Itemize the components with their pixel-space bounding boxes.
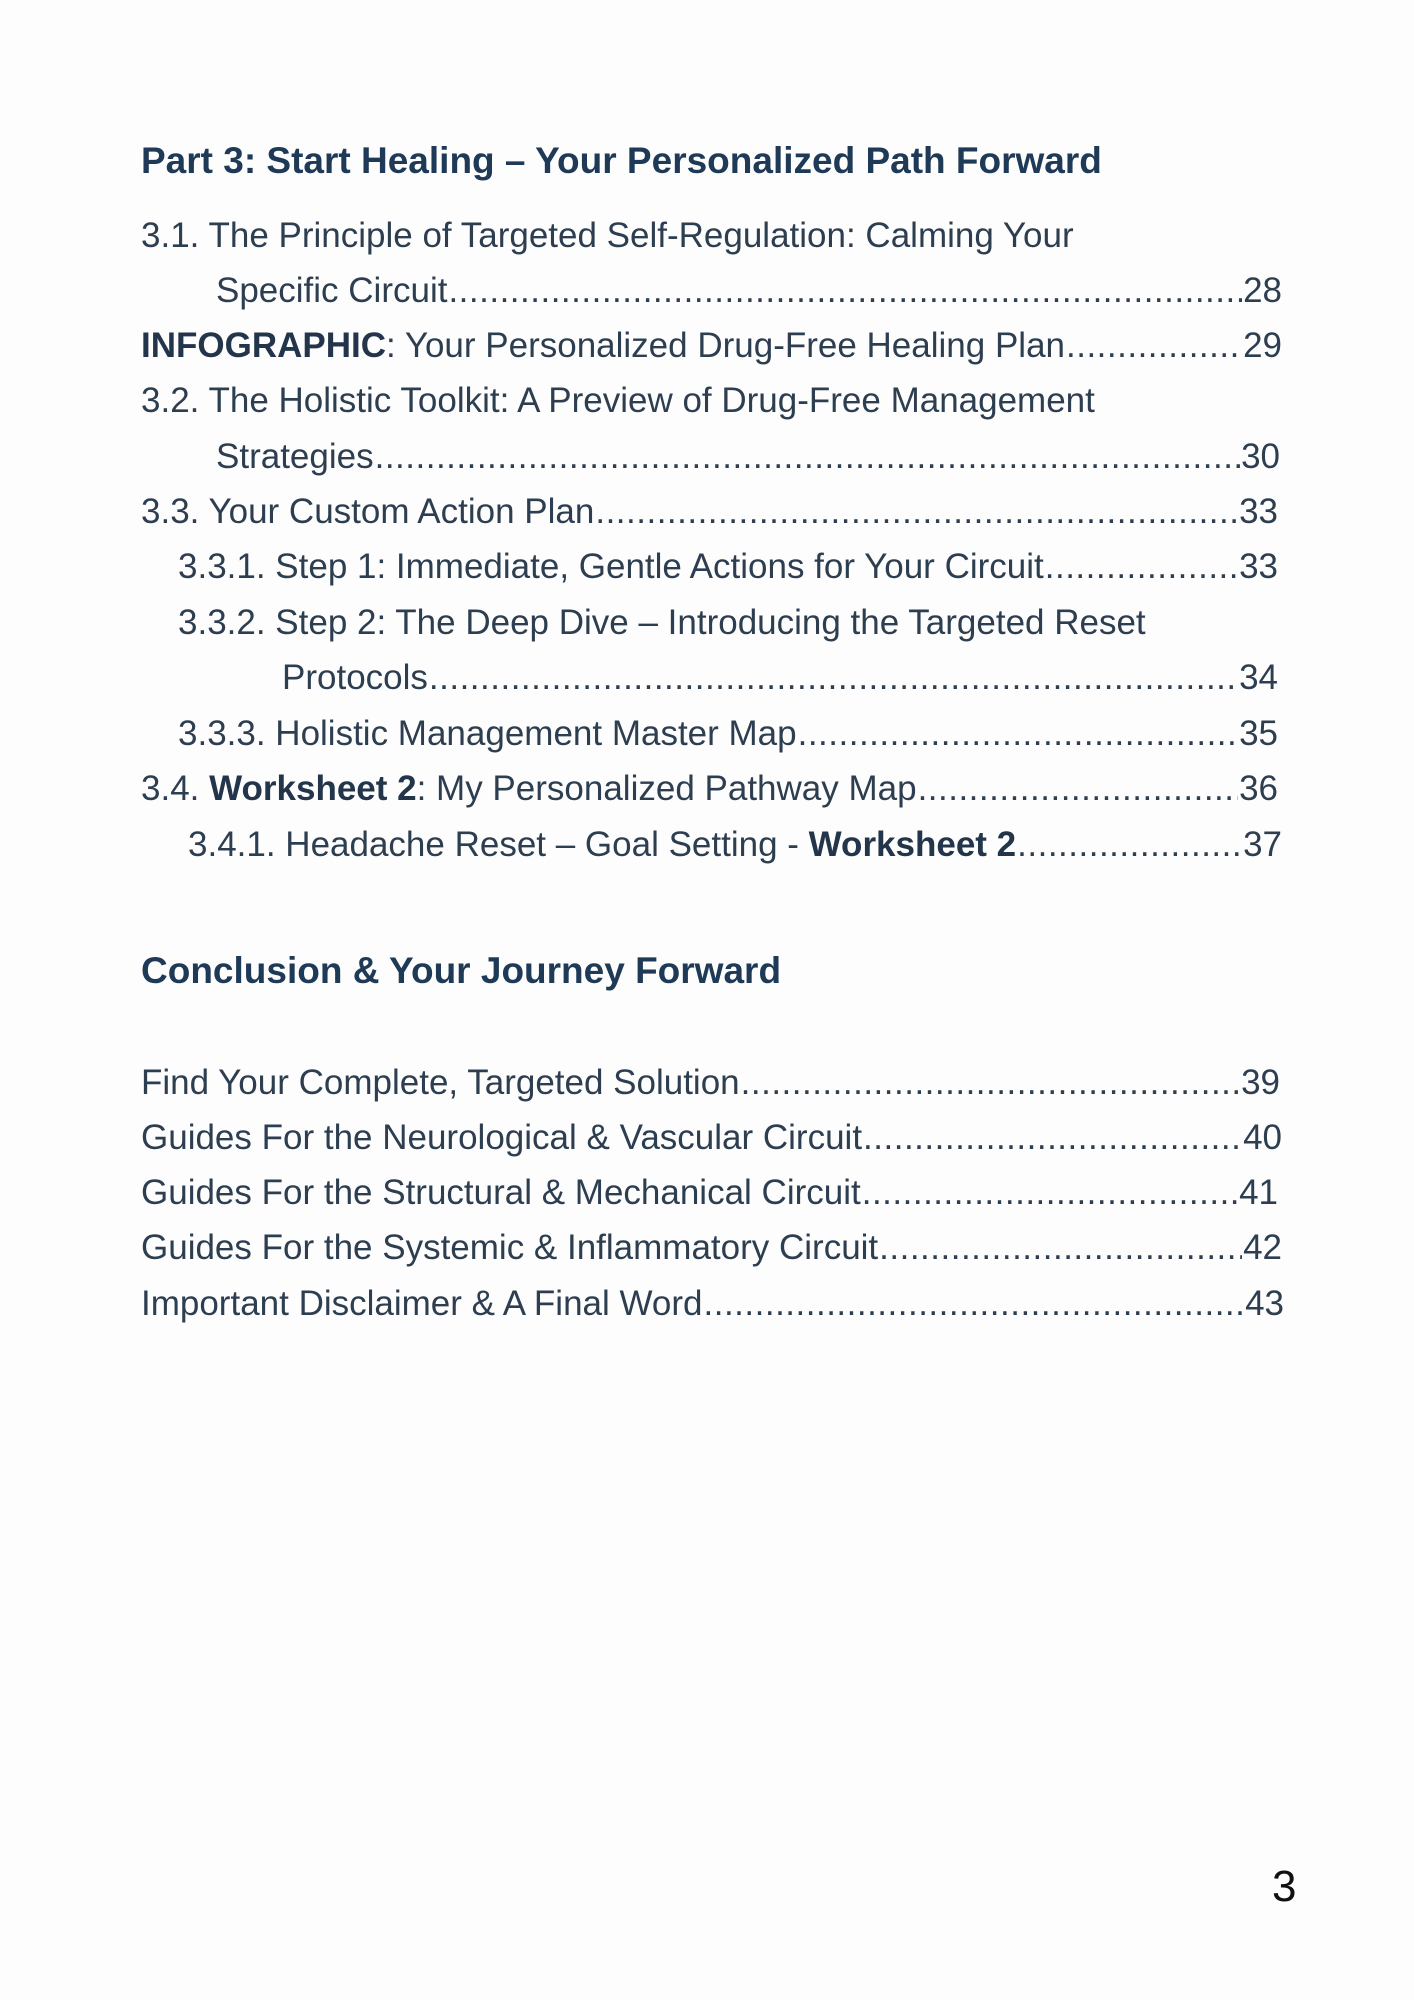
conclusion-heading: Conclusion & Your Journey Forward: [141, 950, 782, 991]
dot-leader: [1045, 546, 1238, 588]
part3-heading: Part 3: Start Healing – Your Personalized Path Forward: [141, 140, 1102, 181]
toc-entry-3-4[interactable]: [141, 768, 1278, 810]
toc-page-number: 35: [1239, 714, 1278, 753]
infographic-label: INFOGRAPHIC: [141, 326, 386, 365]
toc-entry-3-4-number: 3.4.: [141, 769, 210, 808]
toc-entry-title: Find Your Complete, Targeted Solution: [141, 1063, 740, 1102]
toc-entry-3-3-2[interactable]: [282, 657, 1278, 699]
toc-page-number: 41: [1239, 1173, 1278, 1212]
page-number: 3: [1272, 1862, 1297, 1911]
toc-entry-title: Guides For the Structural & Mechanical Circuit: [141, 1173, 861, 1212]
toc-entry-3-2-line1[interactable]: 3.2. The Holistic Toolkit: A Preview of Drug-Free Management: [141, 381, 1095, 420]
dot-leader: [879, 1227, 1242, 1269]
toc-entry-3-3-2-line1[interactable]: 3.3.2. Step 2: The Deep Dive – Introducing the Targeted Reset: [178, 603, 1146, 642]
toc-entry-conclusion-2[interactable]: [141, 1117, 1282, 1159]
toc-entry-conclusion-3[interactable]: [141, 1172, 1278, 1214]
toc-page-number: 29: [1243, 326, 1282, 365]
toc-page-number: 39: [1241, 1063, 1280, 1102]
toc-entry-3-3-1[interactable]: [178, 546, 1278, 588]
toc-entry-title: Important Disclaimer & A Final Word: [141, 1284, 703, 1323]
dot-leader: [429, 657, 1238, 699]
toc-page-number: 40: [1243, 1118, 1282, 1157]
toc-entry-3-1[interactable]: [216, 270, 1282, 312]
toc-entry-3-3-title: 3.3. Your Custom Action Plan: [141, 492, 595, 531]
toc-entry-3-3-2-line2: Protocols: [282, 658, 428, 697]
toc-page-number: 33: [1239, 547, 1278, 586]
toc-entry-conclusion-4[interactable]: [141, 1227, 1282, 1269]
toc-entry-conclusion-1[interactable]: [141, 1062, 1280, 1104]
dot-leader: [595, 491, 1238, 533]
toc-entry-3-3-1-title: 3.3.1. Step 1: Immediate, Gentle Actions for Your Circuit: [178, 547, 1044, 586]
worksheet-label: Worksheet 2: [808, 825, 1017, 864]
toc-entry-infographic[interactable]: [141, 325, 1282, 367]
dot-leader: [1017, 824, 1242, 866]
dot-leader: [798, 713, 1238, 755]
dot-leader: [741, 1062, 1240, 1104]
dot-leader: [704, 1283, 1245, 1325]
toc-page-number: 28: [1243, 271, 1282, 310]
toc-entry-3-4-1[interactable]: [188, 824, 1282, 866]
toc-page-number: 37: [1243, 825, 1282, 864]
toc-entry-3-1-line2: Specific Circuit: [216, 271, 448, 310]
toc-entry-3-4-title: : My Personalized Pathway Map: [416, 769, 917, 808]
dot-leader: [375, 436, 1240, 478]
toc-entry-3-3[interactable]: [141, 491, 1278, 533]
dot-leader: [862, 1172, 1238, 1214]
infographic-title: : Your Personalized Drug-Free Healing Plan: [386, 326, 1065, 365]
toc-entry-3-2[interactable]: [216, 436, 1280, 478]
toc-page-number: 30: [1241, 437, 1280, 476]
toc-page-number: 43: [1245, 1284, 1284, 1323]
dot-leader: [1066, 325, 1242, 367]
toc-page-number: 34: [1239, 658, 1278, 697]
toc-entry-3-4-1-title: 3.4.1. Headache Reset – Goal Setting -: [188, 825, 809, 864]
worksheet-label: Worksheet 2: [209, 769, 417, 808]
toc-entry-title: Guides For the Systemic & Inflammatory Circuit: [141, 1228, 879, 1267]
toc-page-number: 36: [1239, 769, 1278, 808]
toc-entry-3-3-3[interactable]: [178, 713, 1278, 755]
toc-page-number: 42: [1243, 1228, 1282, 1267]
toc-page-number: 33: [1239, 492, 1278, 531]
toc-entry-title: Guides For the Neurological & Vascular Circuit: [141, 1118, 863, 1157]
dot-leader: [448, 270, 1242, 312]
dot-leader: [918, 768, 1239, 810]
toc-entry-conclusion-5[interactable]: [141, 1283, 1284, 1325]
toc-entry-3-2-line2: Strategies: [216, 437, 374, 476]
dot-leader: [863, 1117, 1242, 1159]
toc-entry-3-1-line1[interactable]: 3.1. The Principle of Targeted Self-Regulation: Calming Your: [141, 216, 1074, 255]
toc-entry-3-3-3-title: 3.3.3. Holistic Management Master Map: [178, 714, 797, 753]
